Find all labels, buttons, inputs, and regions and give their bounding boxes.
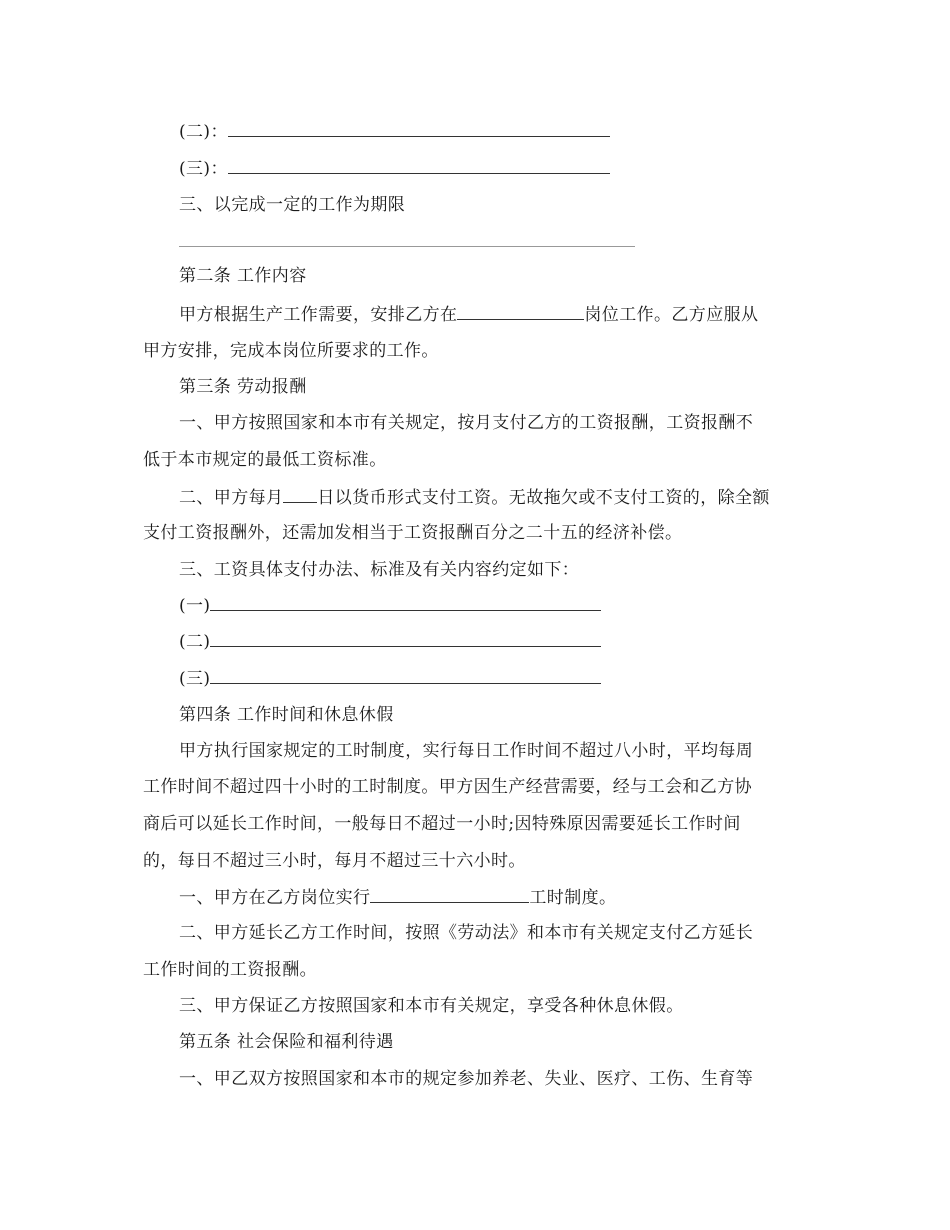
blank-field — [210, 594, 601, 611]
text-span: 岗位工作。乙方应服从 — [584, 305, 759, 325]
text-span: 二、甲方每月 — [179, 488, 284, 508]
paragraph-line: 低于本市规定的最低工资标准。 — [143, 450, 387, 470]
text-span: 工时制度。 — [529, 888, 617, 908]
article-heading: 第四条 工作时间和休息休假 — [179, 705, 394, 725]
item-three-line — [179, 157, 610, 180]
text-span: 一、甲方在乙方岗位实行 — [179, 888, 371, 908]
paragraph-line — [179, 303, 758, 326]
item-two-label: (二)： — [179, 122, 228, 142]
article-heading: 第二条 工作内容 — [179, 266, 307, 286]
blank-field — [370, 886, 529, 903]
text-span: 甲方根据生产工作需要，安排乙方在 — [179, 305, 458, 325]
paragraph-line — [179, 486, 770, 509]
blank-field — [228, 157, 610, 174]
paragraph-line — [179, 886, 616, 909]
blank-field — [210, 667, 601, 684]
paragraph-line: 甲方执行国家规定的工时制度，实行每日工作时间不超过八小时，平均每周 — [179, 741, 754, 761]
paragraph-line: 甲方安排，完成本岗位所要求的工作。 — [143, 341, 439, 361]
paragraph-line: 二、甲方延长乙方工作时间，按照《劳动法》和本市有关规定支付乙方延长 — [179, 923, 754, 943]
sub-item-label: (三) — [179, 669, 211, 689]
paragraph-line: 工作时间不超过四十小时的工时制度。甲方因生产经营需要，经与工会和乙方协 — [143, 777, 752, 797]
sub-item-label: (一) — [179, 596, 211, 616]
item-two-line — [179, 120, 610, 143]
sub-item-line — [179, 630, 601, 653]
blank-field — [457, 303, 584, 320]
blank-field — [228, 120, 610, 137]
blank-rule — [179, 246, 635, 247]
sub-item-line — [179, 594, 601, 617]
paragraph-line: 工作时间的工资报酬。 — [143, 960, 317, 980]
paragraph-line: 一、甲乙双方按照国家和本市的规定参加养老、失业、医疗、工伤、生育等 — [179, 1069, 754, 1089]
item-three-label: (三)： — [179, 159, 228, 179]
article-heading: 第五条 社会保险和福利待遇 — [179, 1032, 394, 1052]
paragraph-line: 商后可以延长工作时间，一般每日不超过一小时;因特殊原因需要延长工作时间 — [143, 814, 741, 834]
paragraph-line: 三、甲方保证乙方按照国家和本市有关规定，享受各种休息休假。 — [179, 996, 684, 1016]
paragraph-line: 一、甲方按照国家和本市有关规定，按月支付乙方的工资报酬，工资报酬不 — [179, 413, 754, 433]
blank-field — [210, 630, 601, 647]
sub-item-line — [179, 667, 601, 690]
sub-item-label: (二) — [179, 632, 211, 652]
article-heading: 第三条 劳动报酬 — [179, 377, 307, 397]
paragraph-line: 支付工资报酬外，还需加发相当于工资报酬百分之二十五的经济补偿。 — [143, 523, 683, 543]
blank-field — [283, 486, 317, 503]
paragraph-line: 三、工资具体支付办法、标准及有关内容约定如下： — [179, 560, 580, 580]
text-span: 日以货币形式支付工资。无故拖欠或不支付工资的，除全额 — [317, 488, 770, 508]
paragraph-line: 的，每日不超过三小时，每月不超过三十六小时。 — [143, 851, 526, 871]
paragraph-line: 三、以完成一定的工作为期限 — [179, 195, 406, 215]
